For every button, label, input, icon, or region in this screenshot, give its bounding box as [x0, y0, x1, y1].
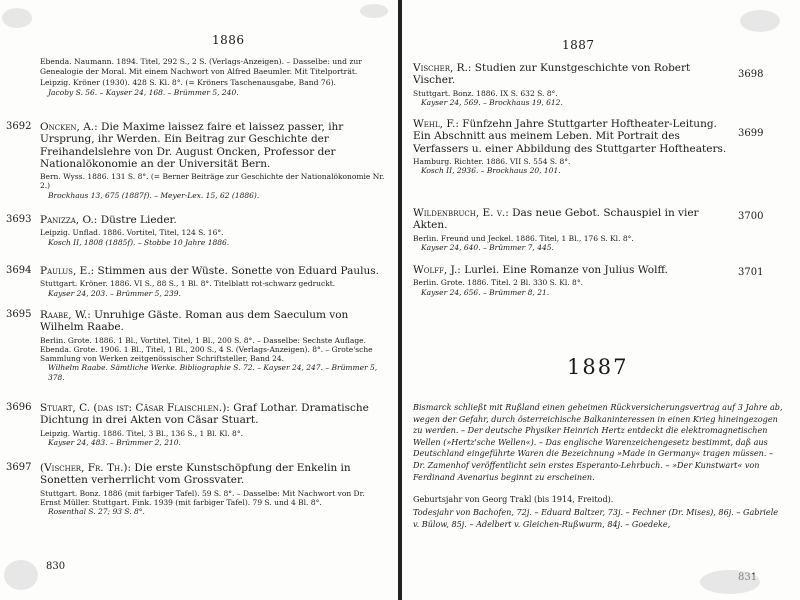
entry-title-text: Die erste Kunstschöpfung der Enkelin in Sonetten verherrlicht vom Grossvater. — [40, 462, 351, 487]
entry-references: Kayser 24, 640. – Brümmer 7, 445. — [421, 242, 554, 252]
entry-author: Wildenbruch, E. v.: — [413, 207, 509, 219]
bibliography-entry — [40, 121, 386, 200]
scan-noise — [4, 560, 38, 590]
entry-author: Vischer, R.: — [413, 62, 472, 74]
bibliography-entry — [40, 265, 386, 298]
entry-references: Kayser 24, 569. – Brockhaus 19, 612. — [421, 97, 563, 107]
scan-noise — [700, 570, 760, 594]
entry-references: Kosch II, 1808 (1885f). – Stobbe 10 Jahre 1886. — [48, 237, 230, 247]
entry-author: (Vischer, Fr. Th.): — [40, 462, 132, 474]
entry-title — [40, 462, 386, 487]
entry-title — [40, 121, 386, 170]
right-page — [402, 0, 800, 600]
entry-publication: Stuttgart. Bonz. 1886. IX S. 632 S. 8°. — [413, 88, 558, 98]
entry-title — [40, 402, 386, 427]
entry-number: 3695 — [6, 309, 32, 320]
entry-title-text: Lurlei. Eine Romanze von Julius Wolff. — [464, 264, 668, 276]
entry-number: 3692 — [6, 121, 32, 132]
entry-title — [40, 214, 386, 226]
entry-publication: Stuttgart. Kröner. 1886. VI S., 88 S., 1 Bl. 8°. Titelblatt rot-schwarz gedruckt. — [40, 279, 336, 289]
entry-number: 3697 — [6, 462, 32, 473]
entry-number: 3696 — [6, 402, 32, 413]
entry-author: Wehl, F.: — [413, 118, 459, 130]
entry-references: Wilhelm Raabe. Sämtliche Werke. Bibliographie S. 72. – Kayser 24, 247. – Brümmer 5, 378. — [48, 363, 378, 382]
entry-references: Kayser 24, 203. – Brümmer 5, 239. — [48, 288, 181, 298]
entry-author: Stuart, C. (das ist: Cäsar Flaischlen.): — [40, 402, 230, 414]
bibliography-entry — [40, 214, 386, 247]
bibliography-entry — [413, 118, 729, 175]
entry-references: Kayser 24, 483. – Brümmer 2, 210. — [48, 437, 181, 447]
death-year-line: Todesjahr von Bachofen, 72j. – Eduard Baltzer, 73j. – Fechner (Dr. Mises), 86j. – Gabriele v. Bülow, 85j. – Adelbert v. Gleichen-Rußwurm, 84j. – Goedeke, — [413, 507, 779, 529]
entry-references: Brockhaus 13, 675 (1887f). – Meyer-Lex. 15, 62 (1886). — [48, 190, 260, 200]
bibliography-entry — [413, 264, 729, 297]
entry-title — [40, 309, 386, 334]
scan-noise — [360, 4, 388, 18]
entry-publication: Leipzig. Wartig. 1886. Titel, 3 Bl., 136 S., 1 Bl. Kl. 8°. — [40, 428, 243, 438]
entry-references: Rosenthal S. 27; 93 S. 8°. — [48, 507, 145, 517]
scan-noise — [2, 8, 32, 28]
page-number: 830 — [46, 561, 66, 572]
entry-title — [413, 264, 729, 276]
entry-title-text: Die Maxime laissez faire et laissez passer, ihr Ursprung, ihr Werden. Ein Beitrag zur Geschichte der Freihandelslehre von Dr. August Oncken, Professor der Nationalökonomie an der Universität Bern. — [40, 121, 344, 170]
entry-title-text: Stimmen aus der Wüste. Sonette von Eduard Paulus. — [97, 265, 379, 277]
entry-title-text: Graf Lothar. Dramatische Dichtung in drei Akten von Cäsar Stuart. — [40, 402, 369, 427]
entry-publication: Berlin. Grote. 1886. 1 Bl., Vortitel, Titel, 1 Bl., 200 S. 8°. – Dasselbe: Sechste Auflage. Ebenda. Grote. 1906. 1 Bl., Titel, 1 Bl., 200 S., 4 S. (Verlags-Anzeigen). 8°. – Grote'sche Sammlung von Werken zeitgenössischer Schriftsteller, Band 24. — [40, 335, 373, 364]
entry-title — [413, 118, 729, 155]
entry-publication: Bern. Wyss. 1886. 131 S. 8°. (= Berner Beiträge zur Geschichte der Nationalökonomie Nr. 2.) — [40, 172, 385, 191]
entry-title-text: Fünfzehn Jahre Stuttgarter Hoftheater-Leitung. Ein Abschnitt aus meinem Leben. Mit Portrait des Verfassers u. einer Abbildung des Stuttgarter Hoftheaters. — [413, 118, 727, 155]
continuation-entry — [40, 57, 386, 98]
entry-author: Wolff, J.: — [413, 264, 461, 276]
entry-number: 3699 — [738, 128, 764, 139]
entry-title-text: Düstre Lieder. — [100, 214, 177, 226]
birth-year-line: Geburtsjahr von Georg Trakl (bis 1914, Freitod). — [413, 494, 614, 504]
bibliography-entry — [413, 207, 729, 252]
entry-title — [413, 62, 729, 87]
entry-title-text: Unruhige Gäste. Roman aus dem Saeculum von Wilhelm Raabe. — [40, 309, 349, 334]
page-header-year: 1886 — [212, 33, 245, 47]
entry-publication: Berlin. Grote. 1886. Titel. 2 Bl. 330 S. Kl. 8°. — [413, 278, 583, 288]
left-page — [0, 0, 398, 600]
entry-publication: Berlin. Freund und Jeckel. 1886. Titel, 1 Bl., 176 S. Kl. 8°. — [413, 233, 634, 243]
scan-noise — [740, 10, 780, 32]
entry-references: Kayser 24, 656. – Brümmer 8, 21. — [421, 287, 550, 297]
entry-number: 3693 — [6, 214, 32, 225]
entry-publication: Stuttgart. Bonz. 1886 (mit farbiger Tafel). 59 S. 8°. – Dasselbe: Mit Nachwort von Dr. Ernst Müller. Stuttgart. Fink. 1939 (mit farbiger Tafel). 79 S. und 4 Bl. 8°. — [40, 488, 365, 507]
entry-title — [40, 265, 386, 277]
entry-number: 3694 — [6, 265, 32, 276]
bibliography-entry — [413, 62, 729, 107]
entry-references: Jacoby S. 56. – Kayser 24, 168. – Brümmer 5, 240. — [48, 88, 239, 98]
entry-author: Paulus, E.: — [40, 265, 95, 277]
historical-summary: Bismarck schließt mit Rußland einen geheimen Rückversicherungsvertrag auf 3 Jahre ab, wegen der Gefahr, durch österreichische Balkaninteressen in einen Krieg hineingezogen zu werden. – Der deutsche Physiker Heinrich Hertz entdeckt die elektromagnetischen Wellen (»Hertz'sche Wellen«). – Das englische Warenzeichengesetz bestimmt, daß aus Deutschland eingeführte Waren die Bezeichnung »Made in Germany« tragen müssen. – Dr. Zamenhof veröffentlicht sein erstes Esperanto-Lehrbuch. – »Der Kunstwart« von Ferdinand Avenarius beginnt zu erscheinen. — [413, 402, 783, 482]
bibliography-entry — [40, 462, 386, 516]
entry-author: Panizza, O.: — [40, 214, 98, 226]
year-heading: 1887 — [567, 355, 629, 379]
entry-number: 3698 — [738, 69, 764, 80]
entry-author: Raabe, W.: — [40, 309, 91, 321]
entry-title — [413, 207, 729, 232]
entry-publication: Ebenda. Naumann. 1894. Titel, 292 S., 2 S. (Verlags-Anzeigen). – Dasselbe: und zur Genealogie der Moral. Mit einem Nachwort von Alfred Baeumler. Mit Titelporträt. Leipzig. Kröner (1930). 428 S. Kl. 8°. (= Kröners Taschenausgabe, Band 76). — [40, 57, 362, 87]
entry-publication: Leipzig. Unflad. 1886. Vortitel, Titel, 124 S. 16°. — [40, 228, 224, 238]
page-header-year: 1887 — [562, 38, 595, 52]
entry-author: Oncken, A.: — [40, 121, 98, 133]
entry-number: 3701 — [738, 267, 764, 278]
entry-title-text: Das neue Gebot. Schauspiel in vier Akten. — [413, 207, 699, 232]
entry-title-text: Studien zur Kunstgeschichte von Robert Vischer. — [413, 62, 691, 87]
entry-number: 3700 — [738, 211, 764, 222]
bibliography-entry — [40, 402, 386, 447]
bibliography-entry — [40, 309, 386, 382]
entry-publication: Hamburg. Richter. 1886. VII S. 554 S. 8°. — [413, 156, 571, 166]
entry-references: Kosch II, 2936. – Brockhaus 20, 101. — [421, 166, 561, 176]
